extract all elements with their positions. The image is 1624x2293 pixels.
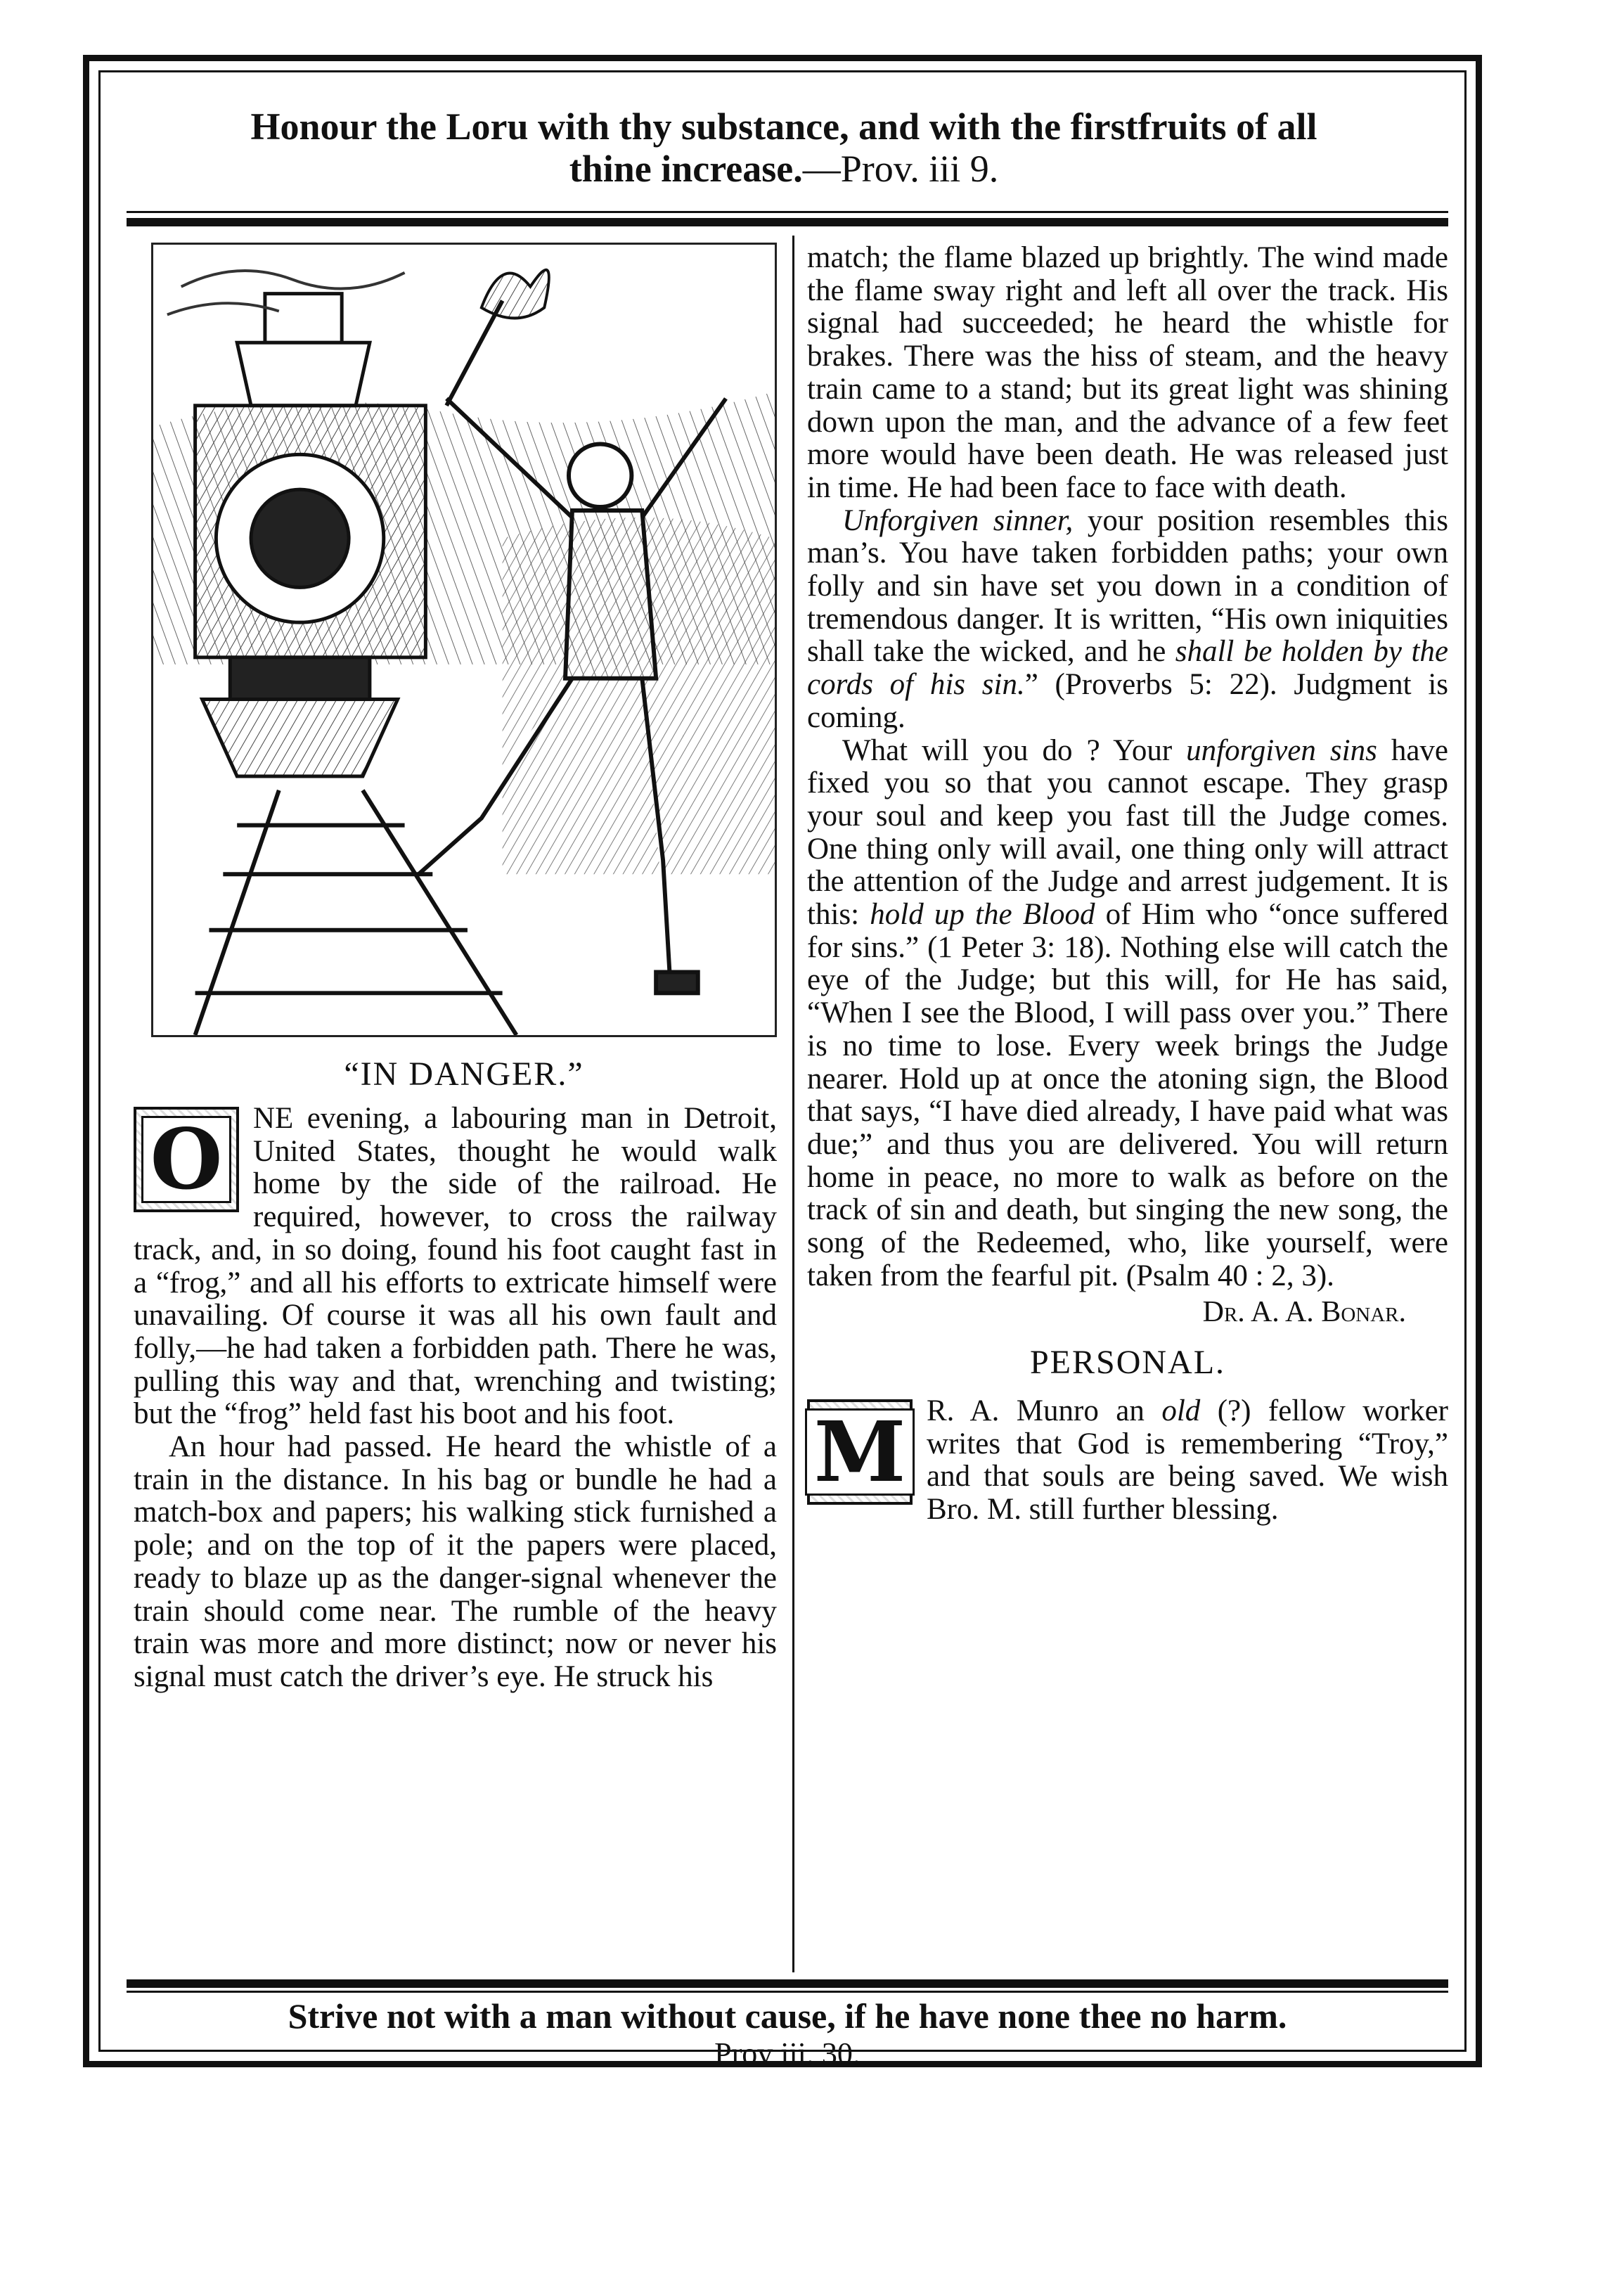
- header-verse-line1: Honour the Loru with thy substance, and with the firstfruits of all: [250, 105, 1317, 148]
- article-right-column: [807, 242, 1448, 1979]
- article-paragraph-1: NE evening, a labouring man in Detroit, United States, thought he would walk home by the side of the railroad. He required, however, to cross the railway track, and, in so doing, found his foot caught fast in a “frog,” and all his efforts to extricate himself were unavailing. Of course it was all his own fault and folly,—he had taken a forbidden path. There he was, pulling this way and that, wrenching and twisting; but the “frog” held fast his boot and his foot.: [134, 1102, 777, 1431]
- footer-verse-line1: Strive not with a man without cause, if he have none thee no harm.: [288, 1996, 1287, 2036]
- header-rule-thick: [127, 218, 1448, 226]
- column-divider: [792, 236, 794, 1972]
- article-paragraph-5: What will you do ? Your unforgiven sins have fixed you so that you cannot escape. They grasp your soul and keep you fast till the Judge comes. One thing only will avail, one thing only will attract the attention of the Judge and arrest judgement. It is this: hold up the Blood of Him who “once suffered for sins.” (1 Peter 3: 18). Nothing else will catch the eye of the Judge; but this will, for He has said, “When I see the Blood, I will pass over you.” There is no time to lose. Every week brings the Judge nearer. Hold up at once the atoning sign, the Blood that says, “I have died already, I have paid what was due;” and thus you are delivered. You will return home in peace, no more to walk as before on the track of sin and death, but singing the new song, the song of the Redeemed, who, like yourself, were taken from the fearful pit. (Psalm 40 : 2, 3).: [807, 733, 1448, 1292]
- footer-verse-reference: Prov iii. 30.: [714, 2036, 861, 2071]
- header-verse-line2: thine increase.: [569, 148, 803, 190]
- article-left-column: [134, 1103, 777, 1967]
- article-signature: Dr. A. A. Bonar.: [1202, 1295, 1406, 1328]
- footer-rule-thin: [127, 1991, 1448, 1993]
- footer-rule-thick: [127, 1979, 1448, 1988]
- train-illustration: [151, 243, 777, 1037]
- personal-paragraph: R. A. Munro an old (?) fellow worker writes that God is remembering “Troy,” and that souls are being saved. We wish Bro. M. still further blessing.: [927, 1394, 1449, 1527]
- personal-title: PERSONAL.: [1029, 1344, 1226, 1382]
- header-verse: [141, 105, 1427, 190]
- article-paragraph-4: Unforgiven sinner, your position resembles this man’s. You have taken forbidden paths; your own folly and sin have set you down in a condition of tremendous danger. It is written, “His own iniquities shall take the wicked, and he shall be holden by the cords of his sin.” (Proverbs 5: 22). Judgment is coming.: [807, 503, 1449, 734]
- header-rule-thin: [127, 211, 1448, 213]
- dropcap-o: O: [134, 1107, 239, 1212]
- article-title: “IN DANGER.”: [344, 1055, 584, 1093]
- article-paragraph-3: match; the flame blazed up brightly. The wind made the flame sway right and left all over the track. His signal had succeeded; he heard the whistle for brakes. There was the hiss of steam, and the heavy train came to a stand; but its great light was shining down upon the man, and the advance of a few feet more would have been death. He was released just in time. He had been face to face with death.: [807, 241, 1448, 504]
- footer-verse: [127, 1997, 1448, 2073]
- article-paragraph-2: An hour had passed. He heard the whistle of a train in the distance. In his bag or bundle he had a match-box and papers; his walking stick furnished a pole; and on the top of it the papers were placed, ready to blaze up as the danger-signal whenever the train should come near. The rumble of the heavy train was more and more distinct; now or never his signal must catch the driver’s eye. He struck his: [134, 1430, 777, 1693]
- dropcap-m: M: [807, 1399, 913, 1505]
- engraving-image: [153, 245, 775, 1035]
- header-verse-reference: —Prov. iii 9.: [802, 148, 999, 190]
